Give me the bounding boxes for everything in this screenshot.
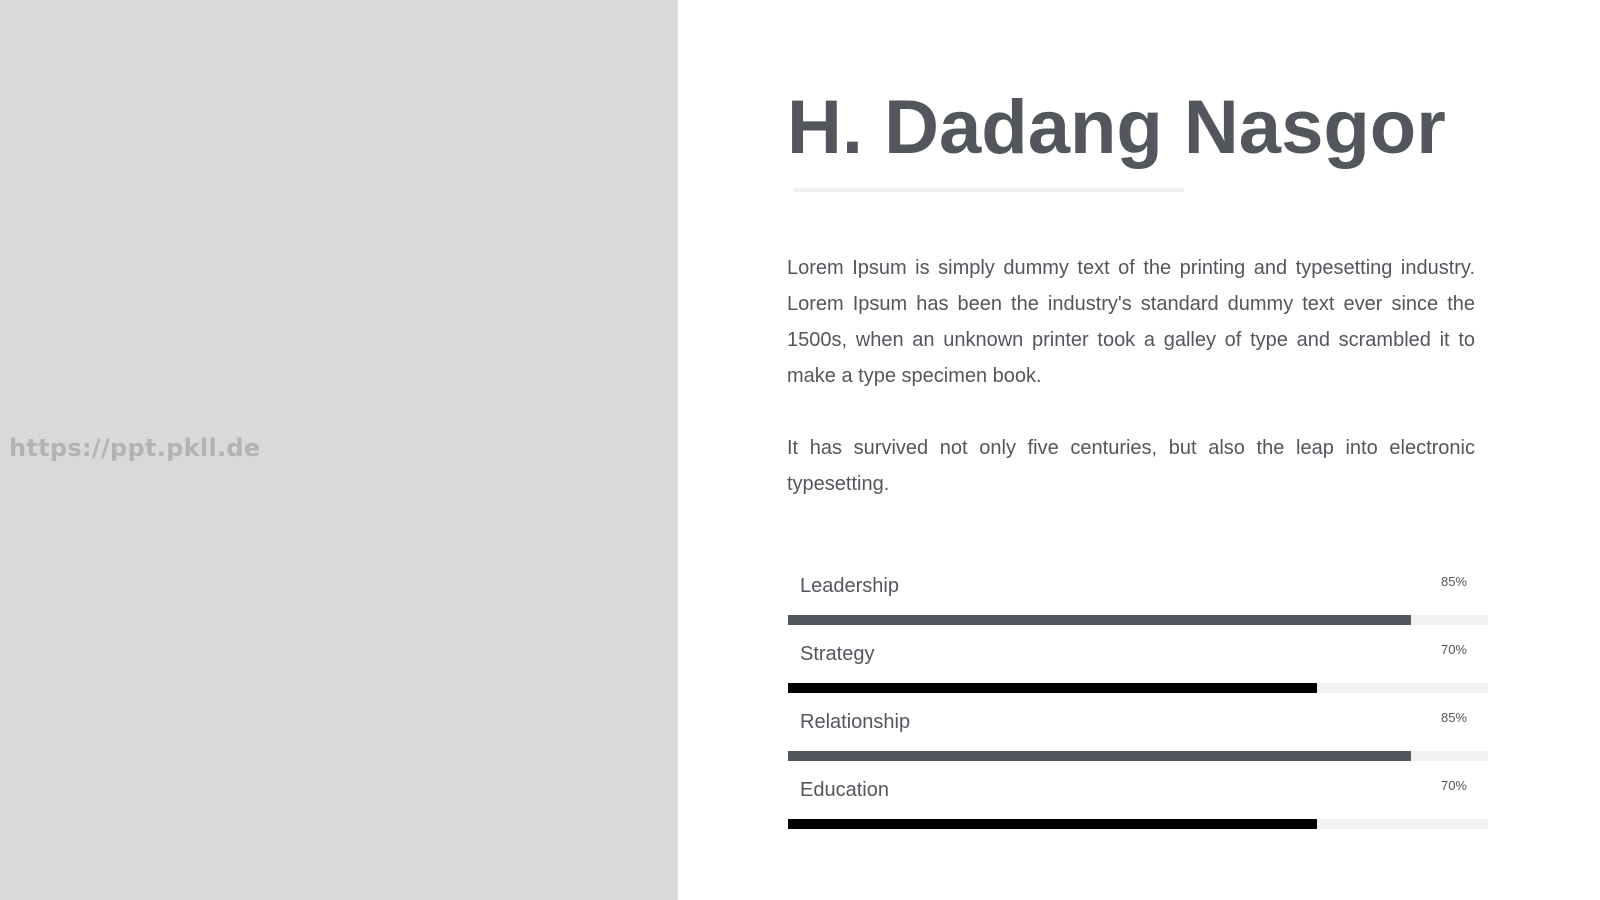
skill-item-education <box>788 764 1488 832</box>
skill-progress-track <box>788 615 1488 625</box>
skill-item-relationship <box>788 696 1488 764</box>
skill-percent: 85% <box>1440 710 1467 725</box>
skill-progress-track <box>788 819 1488 829</box>
skill-progress-track <box>788 683 1488 693</box>
skill-percent: 70% <box>1440 642 1467 657</box>
watermark-url: https://ppt.pkll.de <box>9 434 261 462</box>
skill-label: Education <box>800 779 889 801</box>
bio-paragraph-1: Lorem Ipsum is simply dummy text of the printing and typesetting industry. Lorem Ipsum has been the industry's standard dummy text ever since the 1500s, when an unknown printer took a galley of type and scrambled it to make a type specimen book. <box>787 257 1475 387</box>
skill-progress-fill <box>788 615 1411 625</box>
skill-progress-fill <box>788 819 1317 829</box>
skill-percent: 70% <box>1440 778 1467 793</box>
bio-paragraph-2: It has survived not only five centuries, but also the leap into electronic typesetting. <box>787 437 1475 495</box>
skills-list <box>788 560 1488 832</box>
skill-progress-fill <box>788 683 1317 693</box>
page-title: H. Dadang Nasgor <box>787 85 1446 170</box>
skill-item-strategy <box>788 628 1488 696</box>
skill-label: Leadership <box>800 575 899 597</box>
skill-percent: 85% <box>1440 574 1467 589</box>
title-underline-divider <box>793 188 1184 192</box>
skill-label: Strategy <box>800 643 875 665</box>
skill-label: Relationship <box>800 711 911 733</box>
skill-item-leadership <box>788 560 1488 628</box>
skill-progress-track <box>788 751 1488 761</box>
skill-progress-fill <box>788 751 1411 761</box>
bio-text-block <box>787 250 1475 538</box>
photo-placeholder-panel <box>0 0 678 900</box>
